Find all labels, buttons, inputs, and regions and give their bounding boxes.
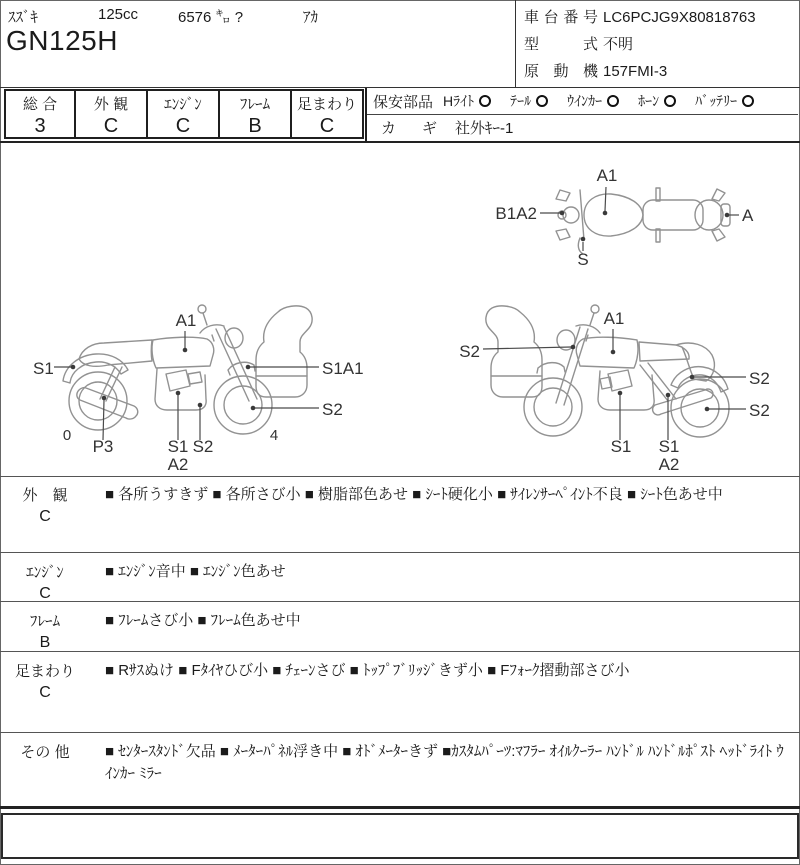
safety-item-label: ｳｲﾝｶｰ [567,93,603,109]
grade-label: ﾌﾚｰﾑ [239,96,270,113]
grade-cell-exterior [76,89,148,139]
annotation-s1-engine: S1 [610,437,632,456]
annotation-s1-muffler: S1 [658,437,680,456]
safety-item-battery [695,91,754,111]
grade-value: C [103,115,119,137]
header-divider [515,0,516,88]
chassis-number-value: LC6PCJG9X80818763 [603,9,756,26]
engine-code-value: 157FMI-3 [603,63,668,80]
annotation-s2-front-wheel: S2 [322,400,343,419]
annotation-s2-rear-wheel: S2 [749,401,770,420]
damage-diagram-svg [0,143,800,476]
pass-circle-icon [607,95,619,107]
section-label: 外 観 [22,487,68,504]
section-notes: ■ 各所うすきず ■ 各所さび小 ■ 樹脂部色あせ ■ ｼｰﾄ硬化小 ■ ｻｲﾚﾝｻｰﾍﾟｲﾝﾄ不良 ■ ｼｰﾄ色あせ中 [105,486,723,503]
safety-parts-panel [365,88,798,141]
header-vehicle-info [524,4,756,85]
safety-item-turn-signal [567,91,619,111]
safety-parts-row [367,88,798,115]
section-label: その 他 [20,744,70,761]
pass-circle-icon [536,95,548,107]
section-notes: ■ ｴﾝｼﾞﾝ音中 ■ ｴﾝｼﾞﾝ色あせ [105,563,286,580]
engine-code-label: 原 動 機 [524,63,598,80]
annotation-p3-muffler: P3 [92,437,114,456]
engine-code-row [524,58,756,85]
section-exterior [0,476,800,553]
model-name: GN125H [6,25,118,56]
grade-value: C [319,115,335,137]
grade-value: C [175,115,191,137]
model-type-label: 型 式 [524,36,598,53]
annotation-a1-tank: A1 [603,309,625,328]
safety-item-label: ﾊﾞｯﾃﾘｰ [695,93,738,109]
safety-item-label: Hﾗｲﾄ [443,93,475,109]
grade-cell-engine [148,89,220,139]
safety-parts-items [443,91,754,111]
mileage: 6576 ㌔ ? [178,9,244,26]
safety-item-horn [638,91,676,111]
grade-label: 外 観 [93,96,129,113]
grade-label: 総 合 [22,96,58,113]
condition-sections [0,476,800,809]
pass-circle-icon [664,95,676,107]
top-view-annotations [495,166,754,269]
annotation-s: S [577,250,589,269]
annotation-number-0: 0 [62,427,72,444]
grade-label: 足まわり [296,96,357,113]
grade-label: ｴﾝｼﾞﾝ [164,96,202,113]
chassis-number-label: 車台番号 [524,9,598,26]
grade-cell-frame [220,89,292,139]
grade-cell-overall [4,89,76,139]
section-frame [0,602,800,652]
section-grade: C [39,585,51,602]
safety-item-headlight [443,91,491,111]
safety-parts-label: 保安部品 [373,93,434,111]
displacement: 125cc [98,6,139,23]
grade-cell-undercarriage [292,89,364,139]
grade-row [0,88,800,143]
damage-diagram [0,143,800,477]
remarks-empty-box [1,813,799,859]
section-engine [0,553,800,602]
header [0,0,800,88]
pass-circle-icon [742,95,754,107]
annotation-s1a1-front-fender: S1A1 [322,359,364,378]
grade-value: B [248,115,262,137]
annotation-a1: A1 [596,166,618,185]
body-color: ｱｶ [303,9,319,26]
section-other [0,733,800,809]
section-grade: B [39,634,51,651]
key-value: 社外ｷｰ-1 [455,120,514,137]
annotation-s1-rear-fender: S1 [33,359,54,378]
section-notes: ■ Rｻｽぬけ ■ Fﾀｲﾔひび小 ■ ﾁｪｰﾝさび ■ ﾄｯﾌﾟﾌﾞﾘｯｼﾞきず小 ■ Fﾌｫｰｸ摺動部さび小 [105,662,630,679]
annotation-number-4: 4 [269,427,279,444]
chassis-number-row [524,4,756,31]
grade-value: 3 [34,115,46,137]
safety-item-taillight [510,91,548,111]
safety-item-label: ﾎｰﾝ [638,93,660,109]
section-grade: C [39,684,51,701]
key-row [367,115,798,140]
left-side-annotations [33,311,364,474]
annotation-s2-rear-fender: S2 [749,369,770,388]
grade-cells [4,89,364,139]
model-type-value: 不明 [603,36,634,53]
maker-name: ｽｽﾞｷ [8,9,39,26]
annotation-a2: A2 [658,455,680,474]
section-notes: ■ ｾﾝﾀｰｽﾀﾝﾄﾞ欠品 ■ ﾒｰﾀｰﾊﾟﾈﾙ浮き中 ■ ｵﾄﾞﾒｰﾀｰきず ■ｶｽﾀﾑﾊﾟｰﾂ:ﾏﾌﾗｰ ｵｲﾙｸｰﾗｰ ﾊﾝﾄﾞﾙ ﾊﾝﾄﾞﾙﾎﾟｽﾄ ﾍｯﾄﾞﾗｲﾄ ｳｲﾝｶｰ ﾐﾗｰ [105,743,784,782]
annotation-s1-engine: S1 [167,437,189,456]
annotation-a2-engine: A2 [167,455,189,474]
section-notes: ■ ﾌﾚｰﾑさび小 ■ ﾌﾚｰﾑ色あせ中 [105,612,301,629]
pass-circle-icon [479,95,491,107]
section-grade: C [39,508,51,525]
safety-item-label: ﾃｰﾙ [510,93,532,109]
key-label: カ ギ [381,120,437,137]
section-label: ｴﾝｼﾞﾝ [26,564,64,581]
annotation-b1a2: B1A2 [495,204,537,223]
section-label: 足まわり [14,663,75,680]
annotation-a1-tank: A1 [175,311,197,330]
annotation-s2-exhaust: S2 [192,437,214,456]
annotation-a: A [742,206,754,225]
model-type-row [524,31,756,58]
motorcycle-top-view-drawing [556,188,730,254]
section-undercarriage [0,652,800,733]
section-label: ﾌﾚｰﾑ [29,613,60,630]
annotation-s2-fork: S2 [459,342,480,361]
